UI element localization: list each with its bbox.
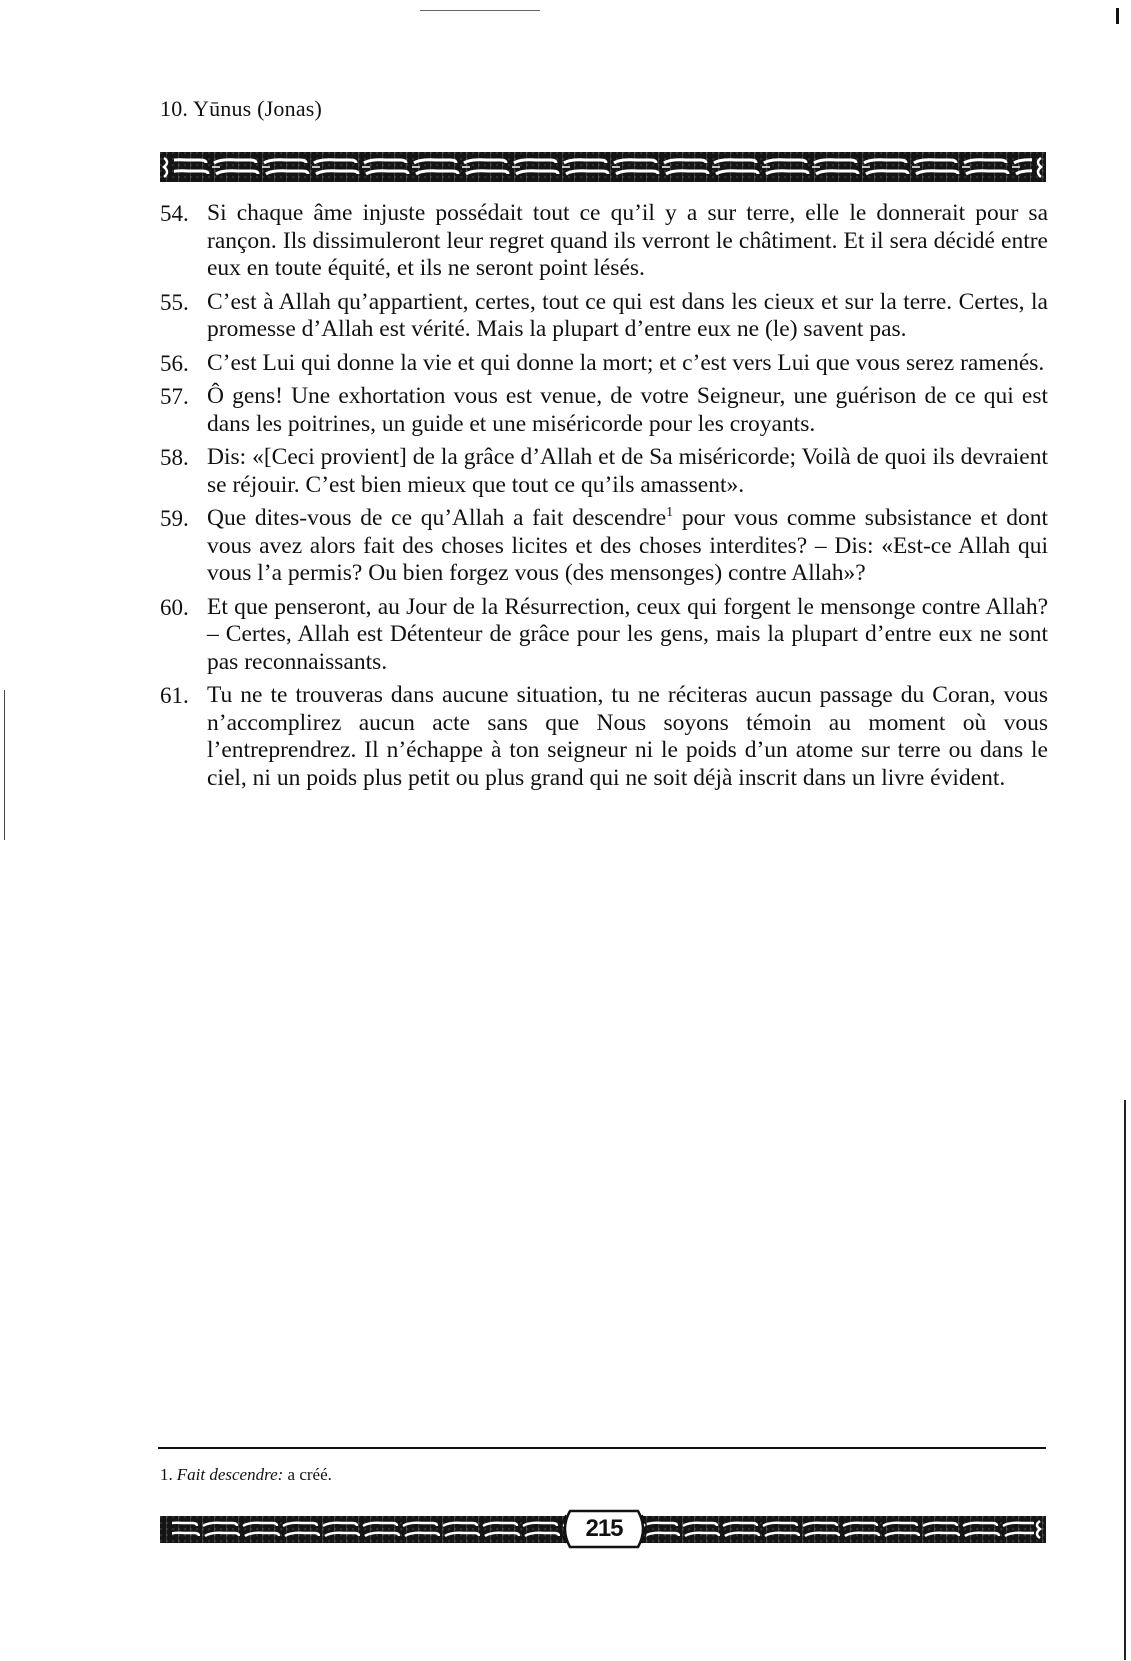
edge-scan-line: [1124, 1100, 1126, 1660]
verse-number: 60.: [160, 594, 189, 620]
verse-text: Dis: «[Ceci provient] de la grâce d’Allah et de Sa miséricorde; Voilà de quoi ils devraient se réjouir. C’est bien mieux que tout ce qu’ils amassent».: [207, 444, 1048, 498]
footnote-term: Fait descendre:: [176, 1465, 284, 1484]
verse-text: [207, 505, 1048, 588]
verse-text: Si chaque âme injuste possédait tout ce qu’il y a sur terre, elle le donnerait pour sa rançon. Ils dissimuleront leur regret quand ils verront le châtiment. Et il sera décidé entre eux en toute équité, et ils ne seront point lésés.: [207, 200, 1048, 281]
footnote-definition: a créé.: [283, 1465, 332, 1484]
page-number: 215: [585, 1515, 623, 1542]
verse-text: C’est à Allah qu’appartient, certes, tout ce qui est dans les cieux et sur la terre. Certes, la promesse d’Allah est vérité. Mais la plupart d’entre eux ne (le) savent pas.: [207, 288, 1048, 342]
verse-59: [160, 505, 1048, 588]
verse-text: C’est Lui qui donne la vie et qui donne la mort; et c’est vers Lui que vous serez ramenés.: [207, 349, 1045, 376]
corner-scan-mark: [1116, 8, 1119, 24]
verse-number: 61.: [160, 683, 189, 708]
verse-54: [160, 200, 1048, 283]
verse-58: [160, 444, 1048, 499]
verse-text: Et que penseront, au Jour de la Résurrection, ceux qui forgent le mensonge contre Allah? – Certes, Allah est Détenteur de grâce pour les gens, mais la plupart d’entre eux ne sont pas reconnaissants.: [207, 593, 1048, 675]
margin-scan-line: [4, 690, 5, 840]
verse-61: [160, 682, 1048, 792]
verse-text-part: Que dites-vous de ce qu’Allah a fait descendre: [207, 505, 667, 531]
footnote-marker: 1.: [160, 1465, 173, 1484]
top-scan-rule: [420, 10, 540, 11]
verse-number: 56.: [160, 350, 189, 376]
verse-number: 54.: [160, 201, 189, 226]
verse-56: [160, 350, 1048, 378]
verse-text: Ô gens! Une exhortation vous est venue, de votre Seigneur, une guérison de ce qui est dans les poitrines, un guide et une miséricorde pour les croyants.: [207, 383, 1048, 437]
verse-number: 59.: [160, 506, 189, 531]
decorative-chain-border-top: [160, 152, 1046, 182]
footnote-reference[interactable]: 1: [666, 505, 674, 521]
verse-number: 58.: [160, 445, 189, 470]
verse-text-part: pour vous comme subsistance et dont vous avez alors fait des choses licites et des choses interdites? – Dis: «Est-ce Allah qui vous l’a permis? Ou bien forgez vous (des mensonges) contre Allah»?: [207, 505, 1048, 586]
footnote-divider: [158, 1447, 1046, 1449]
verse-55: [160, 289, 1048, 344]
footnote: [160, 1465, 332, 1485]
verse-number: 55.: [160, 289, 189, 315]
verse-60: [160, 594, 1048, 677]
verse-text: Tu ne te trouveras dans aucune situation, tu ne réciteras aucun passage du Coran, vous n’accomplirez aucun acte sans que Nous soyons témoin au moment où vous l’entreprendrez. Il n’échappe à ton seigneur ni le poids d’un atome sur terre ou dans le ciel, ni un poids plus petit ou plus grand qui ne soit déjà inscrit dans un livre évident.: [207, 682, 1048, 791]
verse-number: 57.: [160, 384, 189, 409]
chapter-title: 10. Yūnus (Jonas): [160, 96, 323, 121]
verse-list: [160, 200, 1048, 798]
page-number-cartouche: [556, 1507, 652, 1551]
chain-pattern-top: [160, 152, 1046, 182]
verse-57: [160, 383, 1048, 438]
